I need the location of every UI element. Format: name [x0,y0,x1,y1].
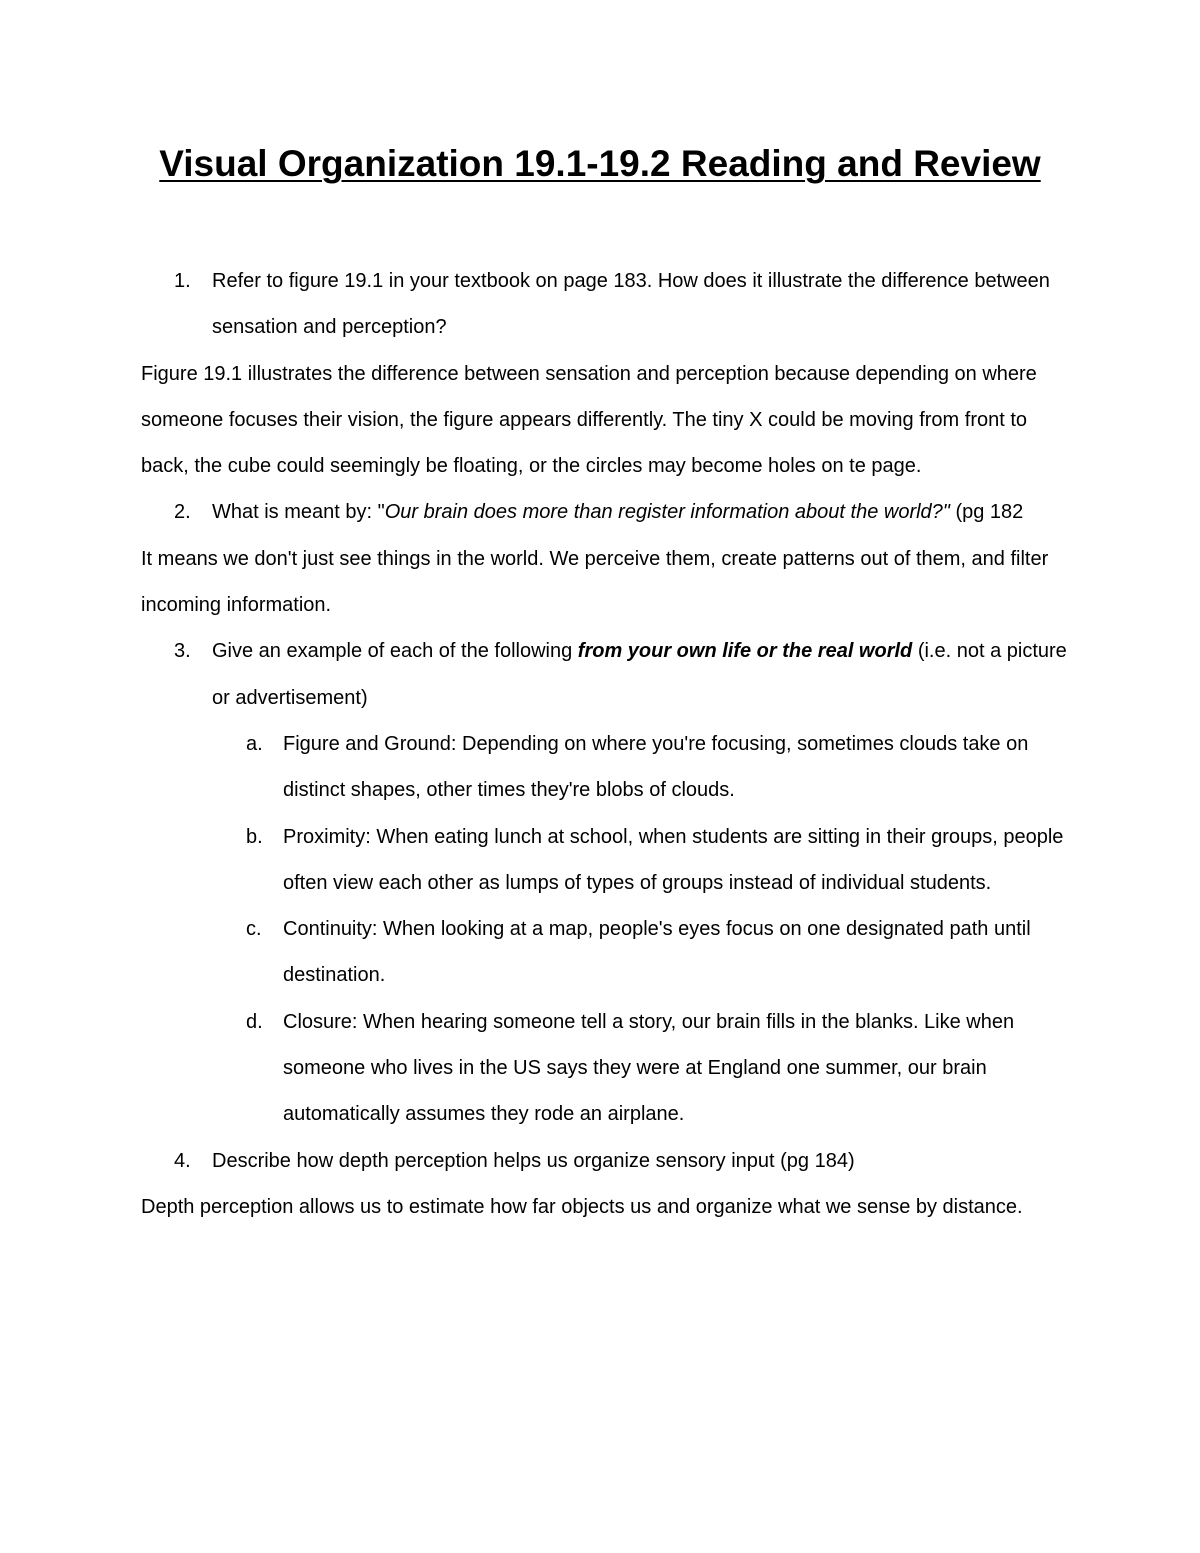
document-body [0,258,1200,1230]
question-number: 3. [174,640,191,663]
question-text-start: Give an example of each of the following [212,640,578,663]
question-text: Refer to figure 19.1 in your textbook on page 183. How does it illustrate the difference between sensation and perception? [212,270,1050,339]
question-3 [0,628,1200,721]
sub-item-letter: b. [246,825,263,848]
sub-item-a [0,721,1200,814]
sub-item-b [0,814,1200,907]
sub-item-d [0,999,1200,1138]
sub-item-text: Proximity: When eating lunch at school, when students are sitting in their groups, people often view each other as lumps of types of groups instead of individual students. [283,825,1064,894]
answer-2: It means we don't just see things in the world. We perceive them, create patterns out of them, and filter incoming information. [141,547,1049,617]
question-text-end: (i.e. not a picture or advertisement) [212,640,1067,709]
sub-item-letter: d. [246,1010,263,1033]
sub-item-letter: a. [246,732,263,755]
sub-item-text: Continuity: When looking at a map, people's eyes focus on one designated path until destination. [283,918,1031,987]
question-number: 2. [174,501,191,524]
sub-item-text: Closure: When hearing someone tell a story, our brain fills in the blanks. Like when someone who lives in the US says they were at England one summer, our brain automatically assumes they rode an airplane. [283,1010,1015,1126]
answer-4: Depth perception allows us to estimate how far objects us and organize what we sense by distance. [141,1195,1023,1218]
sub-item-letter: c. [246,918,262,941]
question-1 [0,258,1200,351]
question-text: Describe how depth perception helps us organize sensory input (pg 184) [212,1149,855,1172]
question-emphasis: from your own life or the real world [577,640,913,663]
answer-1: Figure 19.1 illustrates the difference between sensation and perception because depending on where someone focuses their vision, the figure appears differently. The tiny X could be moving from front to back, the cube could seemingly be floating, or the circles may become holes on te page. [141,362,1037,478]
question-text-end: (pg 182 [949,501,1024,524]
question-number: 1. [174,270,191,292]
question-4 [0,1138,1200,1184]
question-number: 4. [174,1149,191,1172]
sub-item-c [0,906,1200,999]
question-2 [0,489,1200,535]
document-title: Visual Organization 19.1-19.2 Reading and Review [159,143,1041,184]
question-text [212,640,1067,708]
question-text [212,501,1023,523]
sub-item-text: Figure and Ground: Depending on where you're focusing, sometimes clouds take on distinct shapes, other times they're blobs of clouds. [283,732,1029,802]
question-quote: Our brain does more than register information about the world?" [384,501,950,524]
question-text-start: What is meant by: " [212,501,385,524]
